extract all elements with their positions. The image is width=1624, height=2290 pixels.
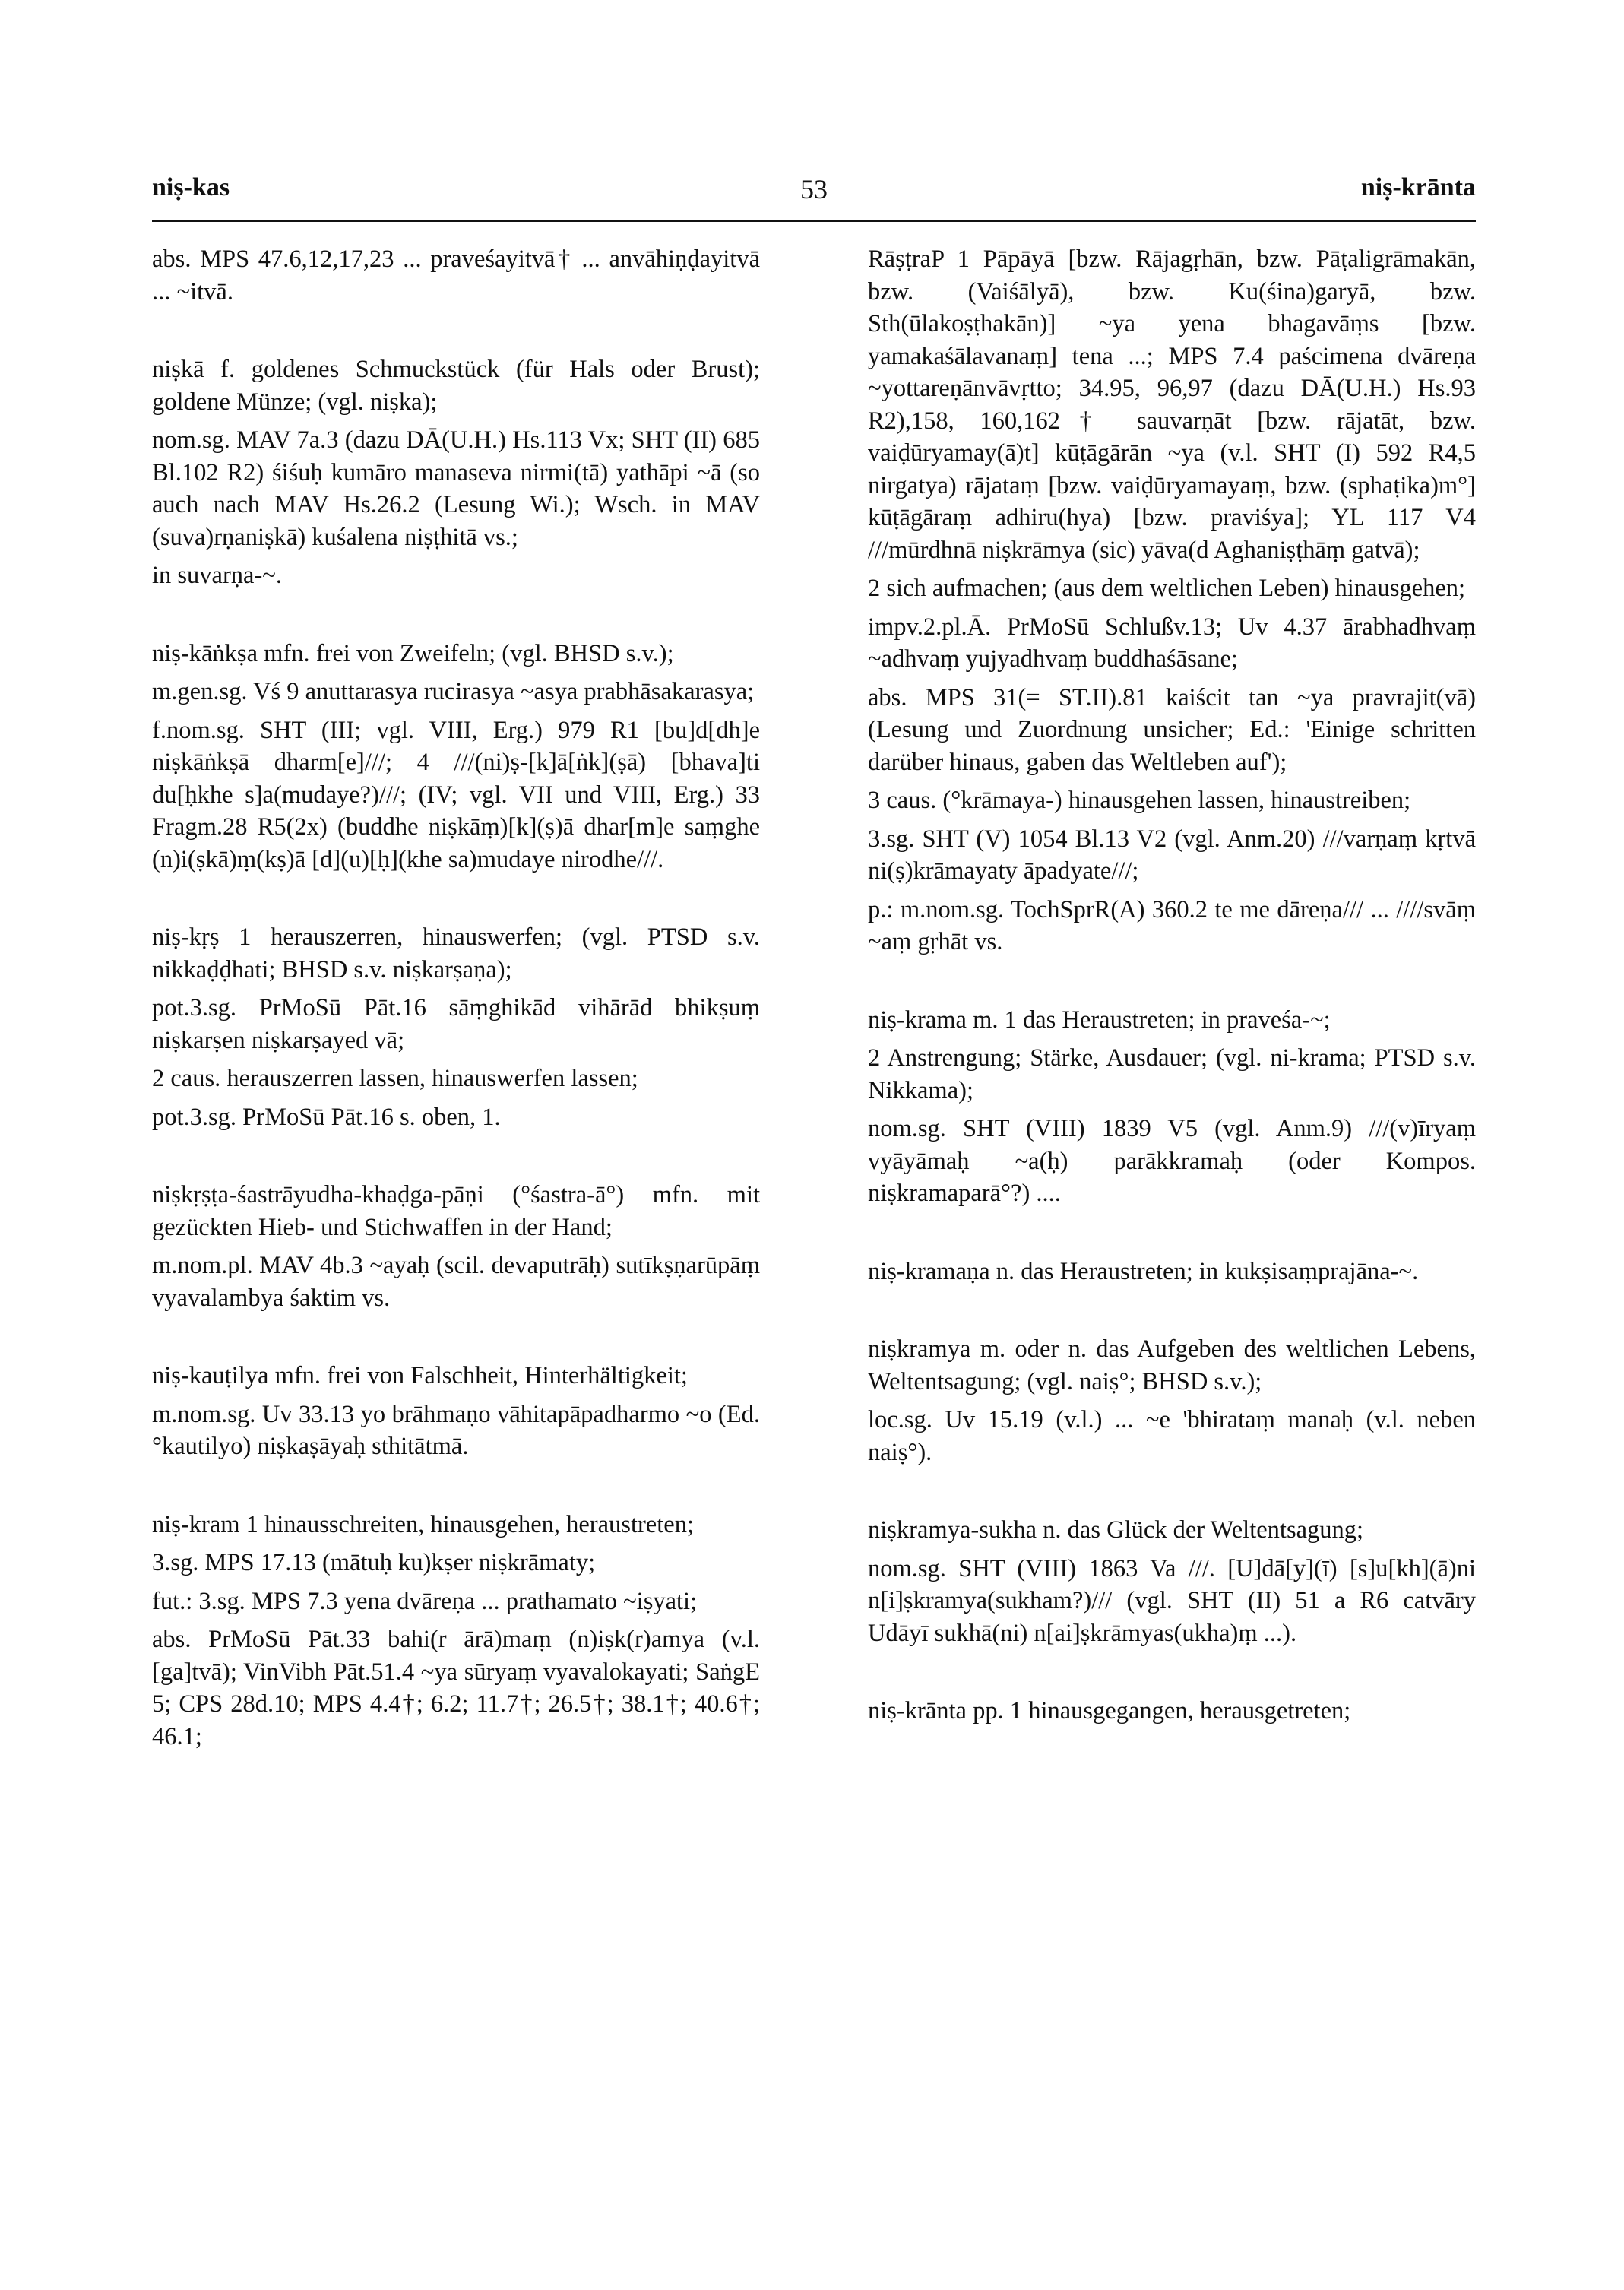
dictionary-entry — [868, 1333, 1476, 1468]
entry-subsense: m.gen.sg. Vś 9 anuttarasya rucirasya ~asya prabhāsakarasya; — [152, 678, 755, 705]
entry-subsense: nom.sg. SHT (VIII) 1863 Va ///. [U]dā[y](ī) [s]u[kh](ā)ni n[i]ṣkramya(sukham?)/// (vgl. SHT (II) 51 a R6 catvāry Udāyī sukhā(ni) n[ai]ṣkrāmyas(ukha)ṃ ...). — [868, 1554, 1476, 1647]
header-rule — [152, 220, 1476, 222]
entry-headline: RāṣṭraP 1 Pāpāyā [bzw. Rājagṛhān, bzw. Pāṭaligrāmakān, bzw. (Vaiśālyā), bzw. Ku(śina)garyā, bzw. Sth(ūlakoṣṭhakān)] ~ya yena bhagavāṃs [bzw. yamakaśālavanaṃ] tena ...; MPS 7.4 paścimena dvāreṇa ~yottareṇānvāvṛtto; 34.95, 96,97 (dazu DĀ(U.H.) Hs.93 R2),158, 160,162† sauvarṇāt [bzw. rājatāt, bzw. vaiḍūryamay(ā)t] kūṭāgārān ~ya (v.l. SHT (I) 592 R4,5 nirgatya) rājataṃ [bzw. vaiḍūryamayaṃ, bzw. (sphaṭika)m°] kūṭāgāraṃ adhiru(hya) [bzw. praviśya]; YL 117 V4 ///mūrdhnā niṣkrāmya (sic) yāva(d Aghaniṣṭhāṃ gatvā); — [868, 245, 1476, 564]
entry-subsense: pot.3.sg. PrMoSū Pāt.16 s. oben, 1. — [152, 1103, 501, 1131]
entry-subsense: m.nom.sg. Uv 33.13 yo brāhmaṇo vāhitapāpadharmo ~o (Ed. °kautilyo) niṣkaṣāyaḥ sthitātmā. — [152, 1400, 760, 1460]
entry-subsense: 2 caus. herauszerren lassen, hinauswerfen lassen; — [152, 1065, 638, 1092]
dictionary-entry — [152, 1360, 760, 1463]
entry-subsense: 3.sg. SHT (V) 1054 Bl.13 V2 (vgl. Anm.20) ///varṇaṃ kṛtvā ni(ṣ)krāmayaty āpadyate///; — [868, 825, 1476, 885]
entry-subsense: impv.2.pl.Ā. PrMoSū Schlußv.13; Uv 4.37 ārabhadhvaṃ ~adhvaṃ yujyadhvaṃ buddhaśāsane; — [868, 613, 1476, 673]
dictionary-entry — [152, 1179, 760, 1314]
entry-subsense: abs. PrMoSū Pāt.33 bahi(r ārā)maṃ (n)iṣk(r)amya (v.l. [ga]tvā); VinVibh Pāt.51.4 ~ya sūryaṃ vyavalokayati; SaṅgE 5; CPS 28d.10; MPS 4.4†; 6.2; 11.7†; 26.5†; 38.1†; 40.6†; 46.1; — [152, 1626, 760, 1750]
entry-headline: niṣkā f. goldenes Schmuckstück (für Hals oder Brust); goldene Münze; (vgl. niṣka); — [152, 356, 760, 416]
entry-subsense: nom.sg. SHT (VIII) 1839 V5 (vgl. Anm.9) ///(v)īryaṃ vyāyāmaḥ ~a(ḥ) parākkramaḥ (oder Kompos. niṣkramaparā°?) .... — [868, 1115, 1476, 1207]
dictionary-entry — [152, 353, 760, 592]
entry-subsense: in suvarṇa-~. — [152, 562, 283, 589]
dictionary-entry — [868, 243, 1476, 958]
page-number: 53 — [800, 174, 828, 204]
entry-headline: abs. MPS 47.6,12,17,23 ... praveśayitvā† ... anvāhiṇḍayitvā ... ~itvā. — [152, 245, 760, 306]
left-column — [152, 243, 760, 1759]
dictionary-entry — [868, 1695, 1476, 1728]
entry-headline: niṣ-kauṭilya mfn. frei von Falschheit, Hinterhältigkeit; — [152, 1362, 688, 1389]
dictionary-entry — [868, 1256, 1476, 1288]
entry-headline: niṣ-krānta pp. 1 hinausgegangen, herausgetreten; — [868, 1697, 1351, 1725]
entry-headline: niṣkṛṣṭa-śastrāyudha-khaḍga-pāṇi (°śastra-ā°) mfn. mit gezückten Hieb- und Stichwaffen in der Hand; — [152, 1181, 760, 1241]
entry-headline: niṣ-krama m. 1 das Heraustreten; in praveśa-~; — [868, 1006, 1331, 1034]
entry-headline: niṣ-kṛṣ 1 herauszerren, hinauswerfen; (vgl. PTSD s.v. nikkaḍḍhati; BHSD s.v. niṣkarṣaṇa); — [152, 923, 760, 983]
entry-subsense: 2 Anstrengung; Stärke, Ausdauer; (vgl. ni-krama; PTSD s.v. Nikkama); — [868, 1044, 1476, 1104]
entry-subsense: 2 sich aufmachen; (aus dem weltlichen Leben) hinausgehen; — [868, 575, 1466, 602]
entry-headline: niṣkramya-sukha n. das Glück der Weltentsagung; — [868, 1516, 1364, 1544]
entry-subsense: abs. MPS 31(= ST.II).81 kaiścit tan ~ya pravrajit(vā) (Lesung und Zuordnung unsicher; Ed.: 'Einige schritten darüber hinaus, gaben das Weltleben auf'); — [868, 683, 1476, 776]
dictionary-entry — [868, 1514, 1476, 1649]
entry-subsense: nom.sg. MAV 7a.3 (dazu DĀ(U.H.) Hs.113 Vx; SHT (II) 685 Bl.102 R2) śiśuḥ kumāro manaseva nirmi(tā) yathāpi ~ā (so auch nach MAV Hs.26.2 (Lesung Wi.); Wsch. in MAV (suva)rṇaniṣkā) kuśalena niṣṭhitā vs.; — [152, 426, 760, 551]
entry-headline: niṣ-kramaṇa n. das Heraustreten; in kukṣisaṃprajāna-~. — [868, 1257, 1419, 1285]
header-right-headword: niṣ-krānta — [1360, 173, 1476, 201]
dictionary-entry — [152, 243, 760, 308]
dictionary-entry — [152, 921, 760, 1133]
entry-subsense: 3 caus. (°krāmaya-) hinausgehen lassen, hinaustreiben; — [868, 787, 1411, 814]
entry-subsense: loc.sg. Uv 15.19 (v.l.) ... ~e 'bhirataṃ manaḥ (v.l. neben naiṣ°). — [868, 1406, 1476, 1466]
entry-subsense: m.nom.pl. MAV 4b.3 ~ayaḥ (scil. devaputrāḥ) sutīkṣṇarūpāṃ vyavalambya śaktim vs. — [152, 1252, 760, 1312]
header-left-headword: niṣ-kas — [152, 173, 230, 201]
entry-headline: niṣ-kāṅkṣa mfn. frei von Zweifeln; (vgl. BHSD s.v.); — [152, 639, 674, 667]
dictionary-entry — [152, 638, 760, 876]
entry-headline: niṣkramya m. oder n. das Aufgeben des weltlichen Lebens, Weltentsagung; (vgl. naiṣ°; BHSD s.v.); — [868, 1335, 1476, 1395]
entry-subsense: p.: m.nom.sg. TochSprR(A) 360.2 te me dāreṇa/// ... ////svāṃ ~aṃ gṛhāt vs. — [868, 895, 1476, 955]
entry-subsense: 3.sg. MPS 17.13 (mātuḥ ku)kṣer niṣkrāmaty; — [152, 1549, 596, 1576]
entry-subsense: pot.3.sg. PrMoSū Pāt.16 sāṃghikād vihārād bhikṣuṃ niṣkarṣen niṣkarṣayed vā; — [152, 994, 760, 1054]
page-header — [152, 173, 1476, 211]
entry-headline: niṣ-kram 1 hinausschreiten, hinausgehen, heraustreten; — [152, 1510, 694, 1538]
entry-subsense: fut.: 3.sg. MPS 7.3 yena dvāreṇa ... prathamato ~iṣyati; — [152, 1587, 698, 1615]
dictionary-entry — [152, 1509, 760, 1753]
dictionary-entry — [868, 1004, 1476, 1210]
right-column — [868, 243, 1476, 1734]
entry-subsense: f.nom.sg. SHT (III; vgl. VIII, Erg.) 979 R1 [bu]d[dh]e niṣkāṅkṣā dharm[e]///; 4 ///(ni)ṣ-[k]ā[ṅk](ṣā) [bhava]ti du[ḥkhe s]a(mudaye?)///; (IV; vgl. VII und VIII, Erg.) 33 Fragm.28 R5(2x) (buddhe niṣkāṃ)[k](ṣ)ā dhar[m]e saṃghe (n)i(ṣkā)ṃ(kṣ)ā [d](u)[ḥ](khe sa)mudaye nirodhe///. — [152, 716, 760, 873]
